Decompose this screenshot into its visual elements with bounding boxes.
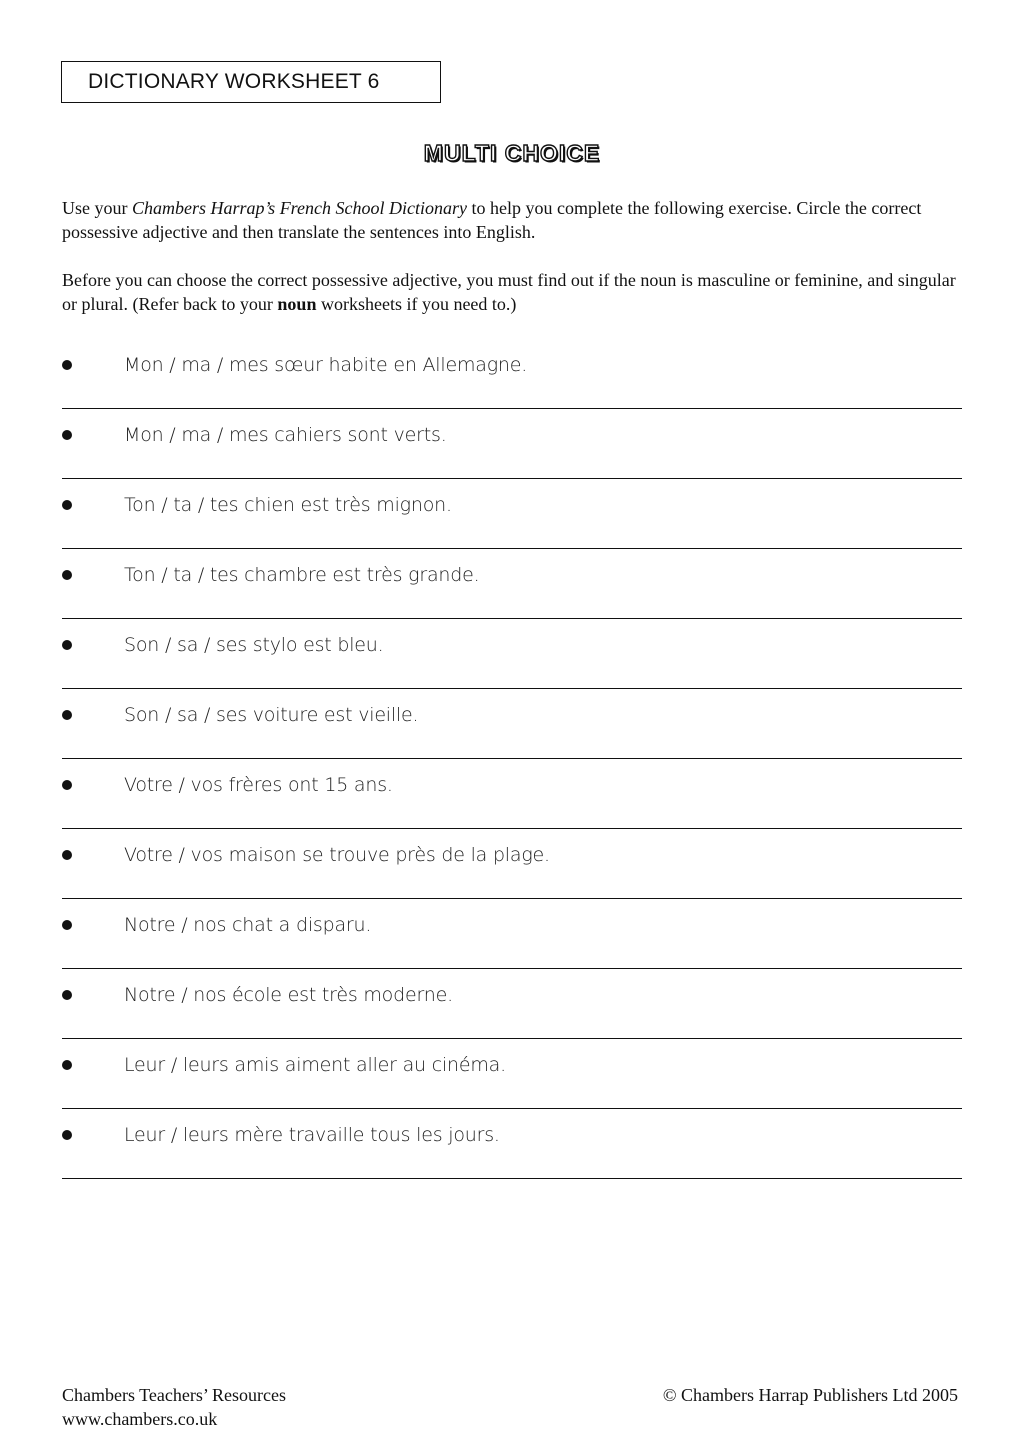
bullet-icon [62, 920, 72, 930]
bullet-icon [62, 430, 72, 440]
exercise-sentence: Mon / ma / mes sœur habite en Allemagne. [124, 354, 528, 376]
answer-line [62, 1108, 962, 1109]
exercise-item [62, 760, 962, 830]
exercise-sentence: Votre / vos frères ont 15 ans. [124, 774, 393, 796]
exercise-item [62, 410, 962, 480]
instructions-p1-after: to help you complete the following exercise. Circle the correct possessive adjective and then translate the sentences into English. [62, 198, 922, 242]
exercise-sentence: Leur / leurs amis aiment aller au cinéma. [124, 1054, 506, 1076]
bullet-icon [62, 360, 72, 370]
worksheet-header [61, 61, 441, 103]
exercise-sentence: Mon / ma / mes cahiers sont verts. [124, 424, 447, 446]
exercise-sentence: Ton / ta / tes chien est très mignon. [124, 494, 452, 516]
bullet-icon [62, 640, 72, 650]
exercise-sentence: Notre / nos chat a disparu. [124, 914, 372, 936]
exercise-item [62, 690, 962, 760]
instructions-p2-before: Before you can choose the correct possessive adjective, you must find out if the noun is masculine or feminine, and singular or plural. (Refer back to your [62, 270, 956, 314]
instructions-paragraph-2 [62, 268, 972, 316]
bullet-icon [62, 1130, 72, 1140]
answer-line [62, 1038, 962, 1039]
footer-website: www.chambers.co.uk [62, 1409, 218, 1429]
exercise-item [62, 900, 962, 970]
exercise-list [62, 340, 962, 1180]
answer-line [62, 478, 962, 479]
page-title: MULTI CHOICE [423, 140, 601, 166]
exercise-item [62, 1040, 962, 1110]
noun-emphasis: noun [277, 294, 317, 314]
answer-line [62, 548, 962, 549]
answer-line [62, 758, 962, 759]
exercise-item [62, 480, 962, 550]
exercise-sentence: Votre / vos maison se trouve près de la plage. [124, 844, 550, 866]
bullet-icon [62, 500, 72, 510]
answer-line [62, 408, 962, 409]
answer-line [62, 618, 962, 619]
instructions-p1-before: Use your [62, 198, 132, 218]
exercise-item [62, 970, 962, 1040]
footer-resources-label: Chambers Teachers’ Resources [62, 1385, 286, 1405]
exercise-sentence: Son / sa / ses stylo est bleu. [124, 634, 384, 656]
bullet-icon [62, 850, 72, 860]
instructions-paragraph-1 [62, 196, 972, 244]
worksheet-header-label: DICTIONARY WORKSHEET 6 [88, 70, 380, 93]
bullet-icon [62, 780, 72, 790]
answer-line [62, 688, 962, 689]
footer-copyright: © Chambers Harrap Publishers Ltd 2005 [662, 1385, 958, 1405]
exercise-sentence: Leur / leurs mère travaille tous les jours. [124, 1124, 500, 1146]
instructions-p2-after: worksheets if you need to.) [316, 294, 517, 314]
exercise-sentence: Ton / ta / tes chambre est très grande. [124, 564, 480, 586]
exercise-item [62, 1110, 962, 1180]
dictionary-title: Chambers Harrap’s French School Dictionary [132, 198, 467, 218]
footer-publisher-info [62, 1383, 286, 1431]
answer-line [62, 898, 962, 899]
answer-line [62, 828, 962, 829]
answer-line [62, 968, 962, 969]
bullet-icon [62, 1060, 72, 1070]
bullet-icon [62, 570, 72, 580]
exercise-item [62, 830, 962, 900]
answer-line [62, 1178, 962, 1179]
exercise-item [62, 620, 962, 690]
exercise-item [62, 550, 962, 620]
exercise-sentence: Notre / nos école est très moderne. [124, 984, 453, 1006]
bullet-icon [62, 990, 72, 1000]
exercise-item [62, 340, 962, 410]
exercise-sentence: Son / sa / ses voiture est vieille. [124, 704, 419, 726]
bullet-icon [62, 710, 72, 720]
